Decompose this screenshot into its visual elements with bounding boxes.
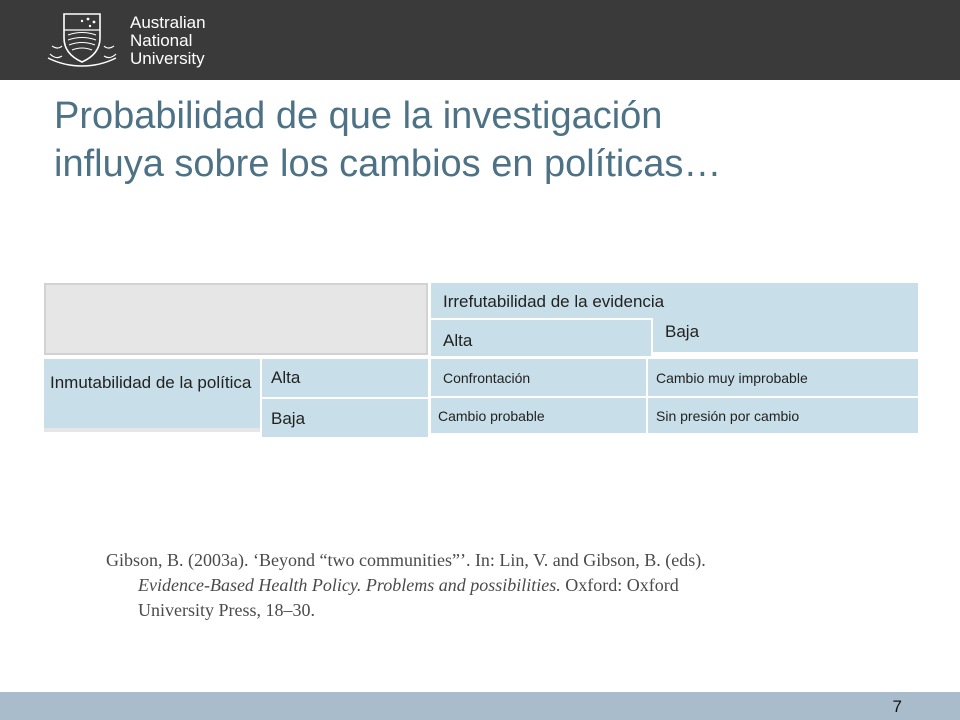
page-number: 7 xyxy=(892,697,902,716)
footer-bar xyxy=(0,692,960,720)
policy-bottom-border xyxy=(44,428,260,432)
policy-high-cell xyxy=(262,359,428,397)
reference-line-3: University Press, 18–30. xyxy=(138,600,315,620)
reference-publisher: Oxford: Oxford xyxy=(560,575,679,595)
table-corner-cell xyxy=(44,283,428,355)
reference-line-2 xyxy=(106,573,886,598)
reference-line-1: Gibson, B. (2003a). ‘Beyond “two communities”’. In: Lin, V. and Gibson, B. (eds). xyxy=(106,550,706,570)
policy-header-cell xyxy=(44,359,260,429)
title-line-1: Probabilidad de que la investigación xyxy=(54,95,663,137)
cell-low-high-label: Cambio probable xyxy=(438,408,545,424)
logo-line-2: National xyxy=(130,31,193,50)
reference-book-title: Evidence-Based Health Policy. Problems and possibilities. xyxy=(138,575,561,595)
slide-title xyxy=(54,92,914,188)
cell-high-low xyxy=(648,359,918,396)
evidence-low-label: Baja xyxy=(665,322,700,341)
header-bar xyxy=(0,0,960,80)
evidence-header-label: Irrefutabilidad de la evidencia xyxy=(443,292,665,311)
logo-wordmark xyxy=(130,14,206,68)
cell-high-high-label: Confrontación xyxy=(443,370,531,386)
cell-high-high xyxy=(431,359,646,396)
policy-header-label: Inmutabilidad de la política xyxy=(50,373,252,392)
logo-line-3: University xyxy=(130,49,205,68)
anu-logo xyxy=(44,8,244,72)
policy-low-label: Baja xyxy=(271,409,306,428)
crest-icon xyxy=(44,8,122,72)
evidence-high-label: Alta xyxy=(443,331,473,350)
reference-citation xyxy=(106,548,886,623)
cell-high-low-label: Cambio muy improbable xyxy=(656,370,808,386)
policy-high-label: Alta xyxy=(271,368,301,387)
cell-low-high xyxy=(431,398,646,433)
evidence-high-cell xyxy=(431,320,651,356)
cell-low-low xyxy=(648,398,918,433)
evidence-low-cell xyxy=(653,318,918,352)
cell-low-low-label: Sin presión por cambio xyxy=(656,408,800,424)
policy-low-cell xyxy=(262,399,428,437)
title-line-2: influya sobre los cambios en políticas… xyxy=(54,143,722,185)
logo-line-1: Australian xyxy=(130,13,206,32)
evidence-header-cell xyxy=(431,283,918,318)
